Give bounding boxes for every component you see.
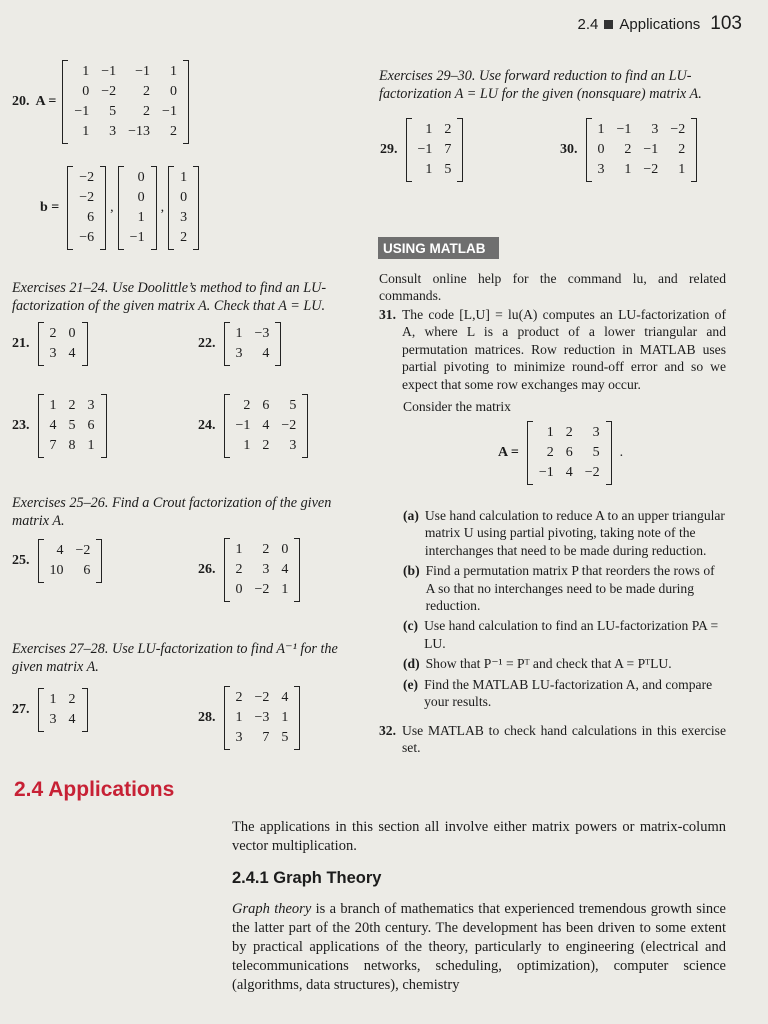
matrix — [38, 394, 107, 458]
right-bracket — [457, 118, 463, 182]
matrix-entry: 1 — [281, 582, 289, 597]
matrix-entry: 7 — [49, 438, 57, 453]
matrix-row — [230, 396, 303, 416]
matrix-entry: −1 — [129, 230, 145, 245]
vector-b1 — [67, 166, 106, 250]
matrix-entry: −2 — [75, 543, 91, 558]
exercise-22 — [198, 322, 281, 366]
part-key: (b) — [403, 563, 420, 579]
matrix-row — [73, 188, 100, 208]
exercise-21 — [12, 322, 88, 366]
part-key: (e) — [403, 676, 419, 692]
matrix-entry: 2 — [678, 142, 686, 157]
matrix-entry: 0 — [180, 190, 188, 205]
matrix-entry: 3 — [235, 730, 243, 745]
matrix-entry: 2 — [262, 542, 270, 557]
exercise-32 — [379, 722, 726, 757]
matrix — [224, 538, 301, 602]
matrix-entries — [230, 396, 303, 456]
matrix-entry: 7 — [262, 730, 270, 745]
matrix-entry: 3 — [592, 425, 600, 440]
matrix-entry: 5 — [68, 418, 76, 433]
exercise-number: 26. — [198, 562, 216, 577]
matrix-entry: 1 — [243, 438, 251, 453]
matrix-row — [230, 728, 295, 748]
matrix-entry: 0 — [137, 190, 145, 205]
matrix-entries — [44, 324, 82, 364]
vector-label: b = — [40, 200, 60, 215]
matrix-row — [230, 560, 295, 580]
right-bracket — [193, 166, 199, 250]
matrix-entry: 2 — [565, 425, 573, 440]
page-number: 103 — [710, 13, 742, 34]
matrix-entry: 0 — [82, 84, 90, 99]
matrix-entry: 1 — [624, 162, 632, 177]
part-text: Find the MATLAB LU-factorization A, and compare your results. — [424, 676, 713, 710]
matrix-row — [68, 82, 183, 102]
part-c — [403, 617, 726, 652]
matrix-entry: 3 — [49, 346, 57, 361]
graph-theory-paragraph — [232, 900, 726, 995]
instruction-25-26: Exercises 25–26. Find a Crout factorization of the given matrix A. — [12, 495, 332, 529]
exercise-number: 28. — [198, 710, 216, 725]
matrix-entry: 10 — [49, 563, 64, 578]
exercise-28 — [198, 686, 300, 750]
matrix-entry: −3 — [254, 710, 270, 725]
matrix-entry: 4 — [262, 418, 270, 433]
matrix-entry: −2 — [670, 122, 686, 137]
exercise-26 — [198, 538, 300, 602]
matrix — [586, 118, 698, 182]
part-key: (c) — [403, 618, 419, 634]
exercise-29 — [380, 118, 463, 182]
matrix-entry: 1 — [281, 710, 289, 725]
matrix — [224, 394, 309, 458]
matrix-entry: 0 — [68, 326, 76, 341]
matrix-row — [44, 436, 101, 456]
matrix-entry: 3 — [651, 122, 659, 137]
exercise-20-vectors: b = −2 −2 6 −6 , 0 0 1 −1 , 1 0 3 2 — [40, 166, 199, 250]
matrix — [38, 322, 88, 366]
matrix-row — [592, 140, 692, 160]
exercise-number: 32. — [379, 723, 396, 738]
matrix-entry: 5 — [109, 104, 117, 119]
matrix-entries — [533, 423, 606, 483]
matrix-entry: −2 — [584, 465, 600, 480]
instruction-21-24: Exercises 21–24. Use Doolittle’s method to find an LU-factorization of the given matrix A. Check that A = LU. — [12, 280, 327, 314]
part-d — [403, 655, 726, 672]
right-bracket — [151, 166, 157, 250]
matrix — [527, 421, 612, 485]
matrix-entry: 2 — [169, 124, 177, 139]
matrix-row — [44, 344, 82, 364]
matrix-entry: −3 — [254, 326, 270, 341]
matrix-entry: 1 — [49, 398, 57, 413]
matrix-entry: 0 — [137, 170, 145, 185]
matrix-entry: 1 — [82, 124, 90, 139]
matrix-entry: 1 — [169, 64, 177, 79]
matrix-entry: 1 — [235, 542, 243, 557]
matrix-entries — [44, 541, 97, 581]
matrix-row — [124, 228, 151, 248]
matrix-row — [230, 344, 276, 364]
matrix-entry: 2 — [68, 692, 76, 707]
right-bracket — [294, 686, 300, 750]
part-key: (d) — [403, 656, 420, 672]
matrix-entries — [592, 120, 692, 180]
matrix-entry: 1 — [678, 162, 686, 177]
matrix-row — [412, 120, 458, 140]
matrix-row — [68, 102, 183, 122]
matrix-row — [592, 160, 692, 180]
matrix-entry: −1 — [74, 104, 90, 119]
matrix-entry: −2 — [79, 190, 95, 205]
exercise-number: 27. — [12, 702, 30, 717]
matrix-row — [44, 396, 101, 416]
graph-theory-text: is a branch of mathematics that experienced tremendous growth since the latter part of the 20th century. The development has been driven to some extent by practical applications of the theory, particularly to engineering (electrical and telecommunications networks, scheduling, optimization), computer science (algorithms, data structures), chemistry — [232, 901, 726, 993]
right-bracket — [275, 322, 281, 366]
part-text: Find a permutation matrix P that reorders the rows of A so that no interchanges need to be made during reduction. — [425, 563, 715, 614]
exercise-number: 24. — [198, 418, 216, 433]
matrix-entry: 6 — [565, 445, 573, 460]
matrix-row — [73, 228, 100, 248]
matrix-entry: 3 — [87, 398, 95, 413]
matrix-row — [68, 122, 183, 142]
exercise-number: 30. — [560, 142, 578, 157]
right-bracket — [100, 166, 106, 250]
matrix-entry: 2 — [143, 104, 151, 119]
matrix-row — [44, 324, 82, 344]
exercise-number: 31. — [379, 307, 396, 322]
matrix-trailing-period: . — [619, 445, 624, 460]
matrix-entry: 4 — [68, 346, 76, 361]
right-bracket — [82, 322, 88, 366]
matrix-entry: 1 — [546, 425, 554, 440]
exercise-32-text: Use MATLAB to check hand calculations in this exercise set. — [402, 723, 726, 756]
matrix-entries — [230, 324, 276, 364]
matrix — [224, 686, 301, 750]
matrix — [224, 322, 282, 366]
matrix-label: A = — [35, 94, 57, 109]
matrix-entry: 3 — [109, 124, 117, 139]
exercise-23 — [12, 394, 107, 458]
matrix-row — [230, 580, 295, 600]
exercise-number: 22. — [198, 336, 216, 351]
matrix-entry: 4 — [68, 712, 76, 727]
matrix-row — [174, 188, 193, 208]
matrix-row — [44, 710, 82, 730]
matrix-row — [174, 208, 193, 228]
matrix-row — [124, 188, 151, 208]
running-head-section: 2.4 — [577, 15, 599, 33]
matrix-row — [230, 416, 303, 436]
matrix-entry: 1 — [49, 692, 57, 707]
matrix-entries — [174, 168, 193, 248]
matrix-entry: −1 — [417, 142, 433, 157]
exercise-25 — [12, 539, 102, 583]
part-text: Use hand calculation to find an LU-factorization PA = LU. — [424, 618, 719, 651]
matrix-entry: −1 — [135, 64, 151, 79]
matrix-row — [230, 436, 303, 456]
matrix-row — [412, 140, 458, 160]
part-text: Use hand calculation to reduce A to an upper triangular matrix U using partial pivoting, taking note of the interchanges that need to be made during reduction. — [424, 508, 725, 558]
matrix-entry: 2 — [235, 562, 243, 577]
part-text: Show that P⁻¹ = Pᵀ and check that A = PᵀLU. — [425, 656, 672, 672]
matrix-entry: 1 — [597, 122, 605, 137]
matrix-row — [230, 708, 295, 728]
matrix-entry: 2 — [546, 445, 554, 460]
matrix-row — [533, 463, 606, 483]
matrix-row — [174, 168, 193, 188]
matrix-row — [44, 416, 101, 436]
matrix-entry: −2 — [79, 170, 95, 185]
matrix-entry: 1 — [235, 326, 243, 341]
matrix-entry: 4 — [262, 346, 270, 361]
matrix-row — [412, 160, 458, 180]
matrix-entry: 0 — [597, 142, 605, 157]
right-bracket — [606, 421, 612, 485]
matrix-entry: 1 — [425, 162, 433, 177]
matrix-entry: −1 — [643, 142, 659, 157]
matrix — [38, 688, 88, 732]
section-title: 2.4 Applications — [14, 778, 175, 801]
matrix-row — [73, 208, 100, 228]
matrix-entry: 4 — [281, 562, 289, 577]
matrix-entry: 2 — [143, 84, 151, 99]
square-bullet-icon — [604, 20, 613, 29]
graph-theory-term: Graph theory — [232, 901, 312, 917]
matrix-entry: 7 — [444, 142, 452, 157]
matrix-row — [533, 443, 606, 463]
matrix-entries — [230, 540, 295, 600]
matrix-entry: −1 — [235, 418, 251, 433]
matrix-row — [230, 540, 295, 560]
part-e — [403, 676, 726, 711]
right-bracket — [96, 539, 102, 583]
matrix-entries — [124, 168, 151, 248]
matrix-entry: 1 — [180, 170, 188, 185]
exercise-31-text: The code [L,U] = lu(A) computes an LU-factorization of A, where L is a product of a lower triangular and permutation matrices. Row reduction in MATLAB uses partial pivoting to minimize round-off error and so we expect that some row exchanges may occur. — [402, 307, 726, 392]
matrix-row — [73, 168, 100, 188]
matrix-entries — [44, 690, 82, 730]
part-b — [403, 562, 726, 614]
matrix-entry: 6 — [83, 563, 91, 578]
matrix-label: A = — [498, 445, 519, 460]
matrix-row — [592, 120, 692, 140]
matrix-entry: 3 — [180, 210, 188, 225]
matrix-entry: 4 — [49, 418, 57, 433]
running-head-title: Applications — [619, 15, 701, 33]
exercise-number: 25. — [12, 553, 30, 568]
matrix-entry: 1 — [82, 64, 90, 79]
matrix-entry: −1 — [101, 64, 117, 79]
matrix-entry: 2 — [243, 398, 251, 413]
matrix-entry: 5 — [444, 162, 452, 177]
matrix-entries — [230, 688, 295, 748]
running-head — [578, 13, 742, 35]
matrix-entry: −13 — [128, 124, 151, 139]
exercise-31 — [379, 306, 726, 393]
matrix — [406, 118, 464, 182]
exercise-27 — [12, 688, 88, 732]
matrix-entry: 5 — [289, 398, 297, 413]
vector-b2 — [118, 166, 157, 250]
part-a — [403, 507, 726, 559]
matrix-row — [44, 541, 97, 561]
exercise-31-parts — [403, 507, 726, 710]
matrix-entry: 2 — [68, 398, 76, 413]
matrix-entry: −2 — [101, 84, 117, 99]
right-bracket — [101, 394, 107, 458]
matrix-entry: 8 — [68, 438, 76, 453]
matrix-entry: −6 — [79, 230, 95, 245]
part-key: (a) — [403, 508, 419, 523]
matrix-entry: 4 — [565, 465, 573, 480]
matrix — [62, 60, 189, 144]
matrix-row — [230, 324, 276, 344]
matrix-entry: 1 — [137, 210, 145, 225]
matrix-entry: −2 — [643, 162, 659, 177]
matrix-entry: 3 — [49, 712, 57, 727]
matrix-row — [124, 208, 151, 228]
matrix-entry: −1 — [616, 122, 632, 137]
exercise-24 — [198, 394, 308, 458]
matrix-row — [44, 561, 97, 581]
exercise-number: 29. — [380, 142, 398, 157]
right-bracket — [294, 538, 300, 602]
matrix-entry: 5 — [592, 445, 600, 460]
matrix-row — [124, 168, 151, 188]
matrix-entry: 4 — [56, 543, 64, 558]
right-bracket — [82, 688, 88, 732]
matlab-intro: Consult online help for the command lu, and related commands. — [379, 271, 726, 304]
matrix-entry: 1 — [235, 710, 243, 725]
matrix-entry: 1 — [87, 438, 95, 453]
matrix-entry: 0 — [235, 582, 243, 597]
right-bracket — [691, 118, 697, 182]
right-bracket — [302, 394, 308, 458]
matrix-entry: 2 — [624, 142, 632, 157]
matrix-entry: 6 — [87, 210, 95, 225]
matrix-row — [174, 228, 193, 248]
matrix — [38, 539, 103, 583]
matrix-row — [533, 423, 606, 443]
matrix-entry: 1 — [425, 122, 433, 137]
matrix-entry: 4 — [281, 690, 289, 705]
matrix-entry: −1 — [538, 465, 554, 480]
matrix-entries — [412, 120, 458, 180]
exercise-number: 23. — [12, 418, 30, 433]
exercise-30 — [560, 118, 697, 182]
vector-b3 — [168, 166, 199, 250]
matrix-entry: 0 — [281, 542, 289, 557]
matrix-entries — [68, 62, 183, 142]
exercise-20 — [12, 60, 189, 144]
matrix-entry: 3 — [235, 346, 243, 361]
matrix-entries — [73, 168, 100, 248]
matrix-entry: 2 — [235, 690, 243, 705]
matrix-entry: −2 — [281, 418, 297, 433]
section-intro: The applications in this section all involve either matrix powers or matrix-column vector multiplication. — [232, 819, 726, 854]
exercise-number: 21. — [12, 336, 30, 351]
matlab-matrix — [498, 421, 623, 485]
matrix-row — [44, 690, 82, 710]
matrix-entry: 3 — [262, 562, 270, 577]
consider-text: Consider the matrix — [403, 399, 511, 414]
matrix-entry: 2 — [444, 122, 452, 137]
matrix-entries — [44, 396, 101, 456]
matrix-entry: 3 — [289, 438, 297, 453]
matrix-entry: −1 — [162, 104, 177, 119]
subsection-title: 2.4.1 Graph Theory — [232, 869, 382, 887]
exercise-number: 20. — [12, 94, 30, 109]
matrix-entry: 2 — [262, 438, 270, 453]
matrix-entry: 2 — [180, 230, 188, 245]
matrix-entry: 6 — [87, 418, 95, 433]
matrix-entry: 0 — [169, 84, 177, 99]
matlab-heading: USING MATLAB — [378, 237, 499, 259]
right-bracket — [183, 60, 189, 144]
matrix-entry: 3 — [597, 162, 605, 177]
instruction-29-30: Exercises 29–30. Use forward reduction to find an LU-factorization A = LU for the given (nonsquare) matrix A. — [379, 68, 702, 102]
matrix-entry: −2 — [254, 690, 270, 705]
matrix-row — [68, 62, 183, 82]
matrix-entry: 2 — [49, 326, 57, 341]
matrix-entry: −2 — [254, 582, 270, 597]
instruction-27-28: Exercises 27–28. Use LU-factorization to find A⁻¹ for the given matrix A. — [12, 641, 338, 675]
matrix-entry: 6 — [262, 398, 270, 413]
matrix-row — [230, 688, 295, 708]
matrix-entry: 5 — [281, 730, 289, 745]
